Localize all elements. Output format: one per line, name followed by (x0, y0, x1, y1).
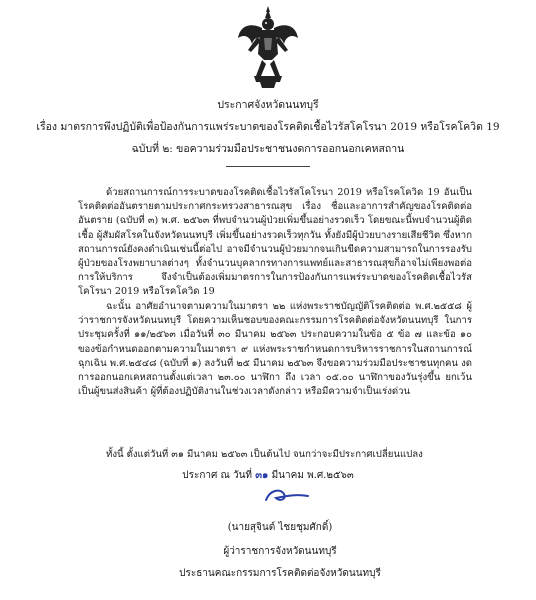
announce-prefix: ประกาศ ณ วันที่ (182, 470, 253, 481)
body-paragraph-2: ฉะนั้น อาศัยอำนาจตามความในมาตรา ๒๒ แห่งพระราชบัญญัติโรคติดต่อ พ.ศ.๒๕๕๘ ผู้ว่าราชการจังหวัดนนทบุรี โดยความเห็นชอบของคณะกรรมการโรคติดต่อจังหวัดนนทบุรี ในการประชุมครั้งที่ ๑๑/๒๕๖๓ เมื่อวันที่ ๓๐ มีนาคม ๒๕๖๓ ประกอบความในข้อ ๕ ข้อ ๗ และข้อ ๑๐ ของข้อกำหนดออกตามความในมาตรา ๙ แห่งพระราชกำหนดการบริหารราชการในสถานการณ์ฉุกเฉิน พ.ศ.๒๕๔๘ (ฉบับที่ ๑) ลงวันที่ ๒๕ มีนาคม ๒๕๖๓ จึงขอความร่วมมือประชาชนทุกคน งดการออกนอกเคหสถานตั้งแต่เวลา ๒๓.๐๐ นาฬิกา ถึง เวลา ๐๕.๐๐ นาฬิกาของวันรุ่งขึ้น ยกเว้น เป็นผู้ขนส่งสินค้า ผู้ที่ต้องปฏิบัติงานในช่วงเวลาดังกล่าว หรือมีความจำเป็นเร่งด่วน (78, 301, 472, 398)
edition-line: ฉบับที่ ๒: ขอความร่วมมือประชาชนงดการออกนอกเคหสถาน (131, 143, 405, 155)
announce-day: ๓๑ (255, 470, 269, 481)
announce-suffix: มีนาคม พ.ศ.๒๕๖๓ (271, 470, 354, 481)
signatory-position-chair: ประธานคณะกรรมการโรคติดต่อจังหวัดนนทบุรี (179, 568, 381, 579)
body-paragraph-1: ด้วยสถานการณ์การระบาดของโรคติดเชื้อไวรัสโคโรนา 2019 หรือโรคโควิด 19 อันเป็นโรคติดต่ออันตรายตามประกาศกระทรวงสาธารณสุข เรื่อง ชื่อและอาการสำคัญของโรคติดต่ออันตราย (ฉบับที่ ๓) พ.ศ. ๒๕๖๓ ที่พบจำนวนผู้ป่วยเพิ่มขึ้นอย่างรวดเร็ว โดยขณะนี้พบจำนวนผู้ติดเชื้อ ผู้สัมผัสโรคในจังหวัดนนทบุรี เพิ่มขึ้นอย่างรวดเร็วทุกวัน ทั้งยังมีผู้ป่วยบางรายเสียชีวิต ซึ่งหากสถานการณ์ยังคงดำเนินเช่นนี้ต่อไป อาจมีจำนวนผู้ป่วยมากจนเกินขีดความสามารถในการรองรับผู้ป่วยของโรงพยาบาลต่างๆ ทั้งจำนวนบุคลากรทางการแพทย์และสาธารณสุขก็อาจไม่เพียงพอต่อการให้บริการ จึงจำเป็นต้องเพิ่มมาตรการในการป้องกันการแพร่ระบาดของโรคติดเชื้อไวรัสโคโรนา 2019 หรือโรคโควิด 19 (78, 187, 472, 298)
signatory-name: (นายสุจินต์ ไชยชุมศักดิ์) (227, 522, 333, 533)
body-paragraph-3: ทั้งนี้ ตั้งแต่วันที่ ๓๑ มีนาคม ๒๕๖๓ เป็นต้นไป จนกว่าจะมีประกาศเปลี่ยนแปลง (106, 449, 423, 460)
handwritten-signature (256, 482, 316, 510)
announcement-date (0, 468, 536, 483)
divider (226, 166, 310, 167)
issuer-title: ประกาศจังหวัดนนทบุรี (217, 99, 319, 111)
signatory-position-governor: ผู้ว่าราชการจังหวัดนนทบุรี (223, 546, 337, 557)
garuda-emblem-icon (236, 4, 300, 90)
subject-line: เรื่อง มาตรการพึงปฏิบัติเพื่อป้องกันการแพร่ระบาดของโรคติดเชื้อไวรัสโคโรนา 2019 หรือโรคโควิด 19 (36, 121, 500, 133)
